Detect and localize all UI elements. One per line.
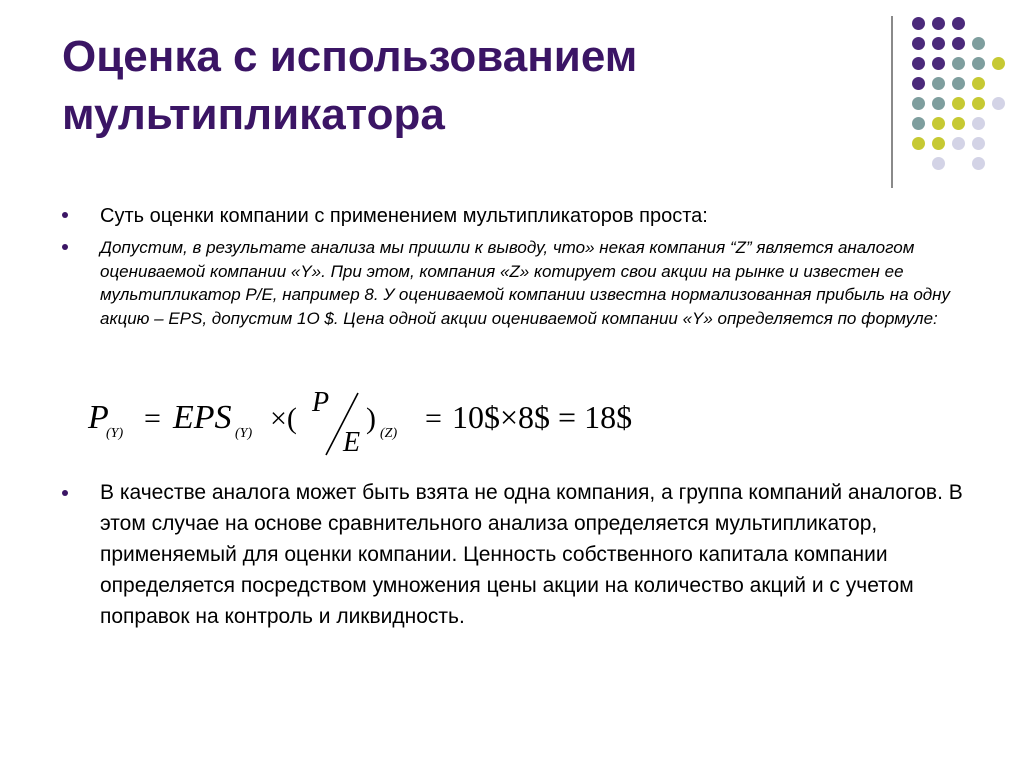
dot-teal [972, 57, 985, 70]
formula-result: 10$×8$ = 18$ [452, 399, 633, 435]
formula-close: ) [366, 402, 376, 435]
dot-teal [912, 97, 925, 110]
dot-purple [932, 57, 945, 70]
dot-teal [912, 117, 925, 130]
bullet-text-summary: Суть оценки компании с применением мультипликаторов проста: [100, 205, 708, 227]
formula-eq2: = [425, 402, 442, 435]
formula-sub-y2: (Y) [235, 426, 253, 441]
dot-yellow [952, 117, 965, 130]
formula-sub-z: (Z) [380, 426, 398, 441]
dot-teal [952, 57, 965, 70]
dot-teal [972, 37, 985, 50]
formula-sub-y1: (Y) [106, 426, 124, 441]
dot-lavender [972, 157, 985, 170]
dot-purple [912, 57, 925, 70]
formula-eq1: = [144, 402, 161, 435]
dot-yellow [952, 97, 965, 110]
dot-lavender [972, 117, 985, 130]
dot-yellow [912, 137, 925, 150]
dot-yellow [972, 77, 985, 90]
dot-teal [932, 97, 945, 110]
formula-p: P [88, 399, 109, 436]
dot-purple [952, 37, 965, 50]
dot-purple [952, 17, 965, 30]
bullet-text-group-analogs: В качестве аналога может быть взята не одна компания, а группа компаний аналогов. В этом случае на основе сравнительного анализа определяется мультипликатор, применяемый для оценки компании. Ценность собственного капитала компании определяется посредством умножения цены акции на количество акций и с учетом поправок на контроль и ликвидность. [100, 481, 963, 628]
formula-eps: EPS [173, 399, 232, 436]
dot-purple [912, 77, 925, 90]
dot-purple [932, 37, 945, 50]
formula-frac-den: E [343, 427, 361, 458]
bullet-marker [62, 212, 68, 218]
dot-yellow [992, 57, 1005, 70]
dot-yellow [932, 117, 945, 130]
formula-times-open: ×( [270, 402, 297, 435]
bullet-marker [62, 244, 68, 250]
dot-lavender [972, 137, 985, 150]
bullet-text-example: Допустим, в результате анализа мы пришли к выводу, что» некая компания “Z” является аналогом оцениваемой компании «Y». При этом, компания «Z» котирует свои акции на рынке и известен ее мультипликатор P/E, например 8. У оцениваемой компании известна нормализованная прибыль на одну акцию – EPS, допустим 1О $. Цена одной акции оцениваемой компании «Y» определяется по формуле: [100, 238, 951, 328]
dot-yellow [972, 97, 985, 110]
dot-purple [932, 17, 945, 30]
dot-yellow [932, 137, 945, 150]
dot-teal [932, 77, 945, 90]
slide-title: Оценка с использованием мультипликатора [62, 32, 638, 139]
dot-lavender [932, 157, 945, 170]
dot-lavender [992, 97, 1005, 110]
dot-lavender [952, 137, 965, 150]
formula-frac-num: P [312, 387, 330, 418]
bullet-marker [62, 490, 68, 496]
pe-formula [80, 385, 700, 460]
dot-purple [912, 17, 925, 30]
vertical-divider [891, 16, 893, 188]
dot-teal [952, 77, 965, 90]
dot-purple [912, 37, 925, 50]
